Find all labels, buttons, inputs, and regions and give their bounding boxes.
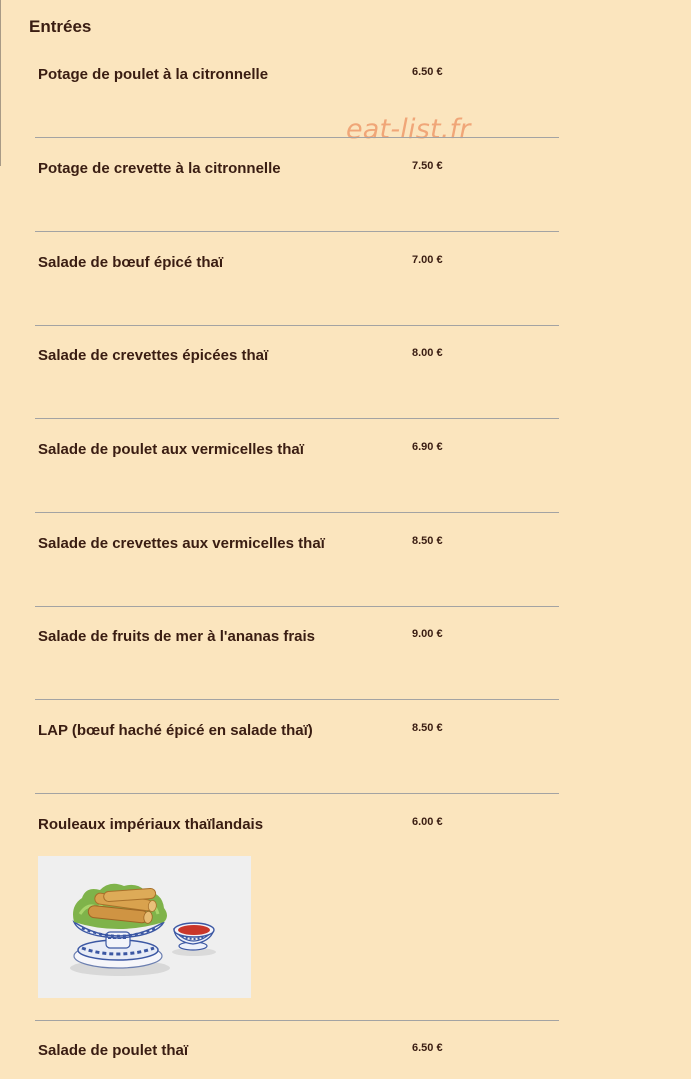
menu-item-price: 8.50 € <box>412 722 443 734</box>
menu-item-name: Potage de poulet à la citronnelle <box>38 66 269 83</box>
menu-item-price: 9.00 € <box>412 628 443 640</box>
menu-item-name: Rouleaux impériaux thaïlandais <box>38 816 264 833</box>
menu-item-price: 6.50 € <box>412 1042 443 1054</box>
item-divider <box>35 606 559 607</box>
menu-item-name: Salade de fruits de mer à l'ananas frais <box>38 628 316 645</box>
item-divider <box>35 512 559 513</box>
menu-item-price: 7.50 € <box>412 160 443 172</box>
menu-item-price: 6.00 € <box>412 816 443 828</box>
spring-rolls-illustration <box>38 856 251 998</box>
item-divider <box>35 137 559 138</box>
menu-item-name: LAP (bœuf haché épicé en salade thaï) <box>38 722 313 739</box>
section-title: Entrées <box>29 17 92 36</box>
menu-item-price: 6.90 € <box>412 441 443 453</box>
menu-item-price: 8.50 € <box>412 535 443 547</box>
menu-item-name: Salade de bœuf épicé thaï <box>38 254 224 271</box>
menu-item-name: Salade de poulet aux vermicelles thaï <box>38 441 304 458</box>
item-divider <box>35 793 559 794</box>
menu-item-price: 6.50 € <box>412 66 443 78</box>
item-divider <box>35 418 559 419</box>
item-divider <box>35 231 559 232</box>
item-divider <box>35 1020 559 1021</box>
menu-item-price: 8.00 € <box>412 347 443 359</box>
menu-item-name: Salade de crevettes aux vermicelles thaï <box>38 535 325 552</box>
menu-item-name: Salade de poulet thaï <box>38 1042 189 1059</box>
item-divider <box>35 325 559 326</box>
menu-item-name: Salade de crevettes épicées thaï <box>38 347 269 364</box>
watermark: eat-list.fr <box>346 114 471 145</box>
menu-item-price: 7.00 € <box>412 254 443 266</box>
item-divider <box>35 699 559 700</box>
menu-item-name: Potage de crevette à la citronnelle <box>38 160 281 177</box>
spring-rolls-photo <box>38 856 251 998</box>
left-border-line <box>0 0 1 166</box>
